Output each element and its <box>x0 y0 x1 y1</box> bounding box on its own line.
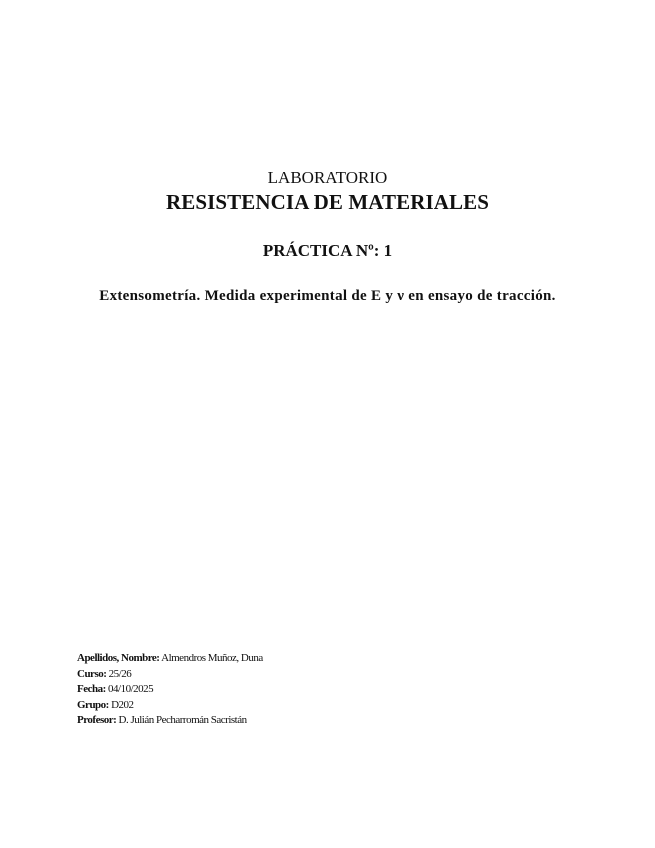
lab-heading: LABORATORIO <box>267 168 388 187</box>
subject-title: RESISTENCIA DE MATERIALES <box>165 190 490 214</box>
practice-number: PRÁCTICA Nº: 1 <box>262 241 393 260</box>
teacher-value: D. Julián Pecharromán Sacristán <box>118 714 247 726</box>
course-label: Curso: <box>77 667 107 680</box>
info-row-teacher <box>77 713 263 729</box>
info-row-course <box>77 667 263 683</box>
info-row-name <box>77 651 263 667</box>
date-label: Fecha: <box>77 683 106 695</box>
course-value: 25/26 <box>108 667 132 680</box>
info-row-date <box>77 682 263 698</box>
student-info-block <box>77 651 263 729</box>
info-row-group <box>77 698 263 714</box>
name-label: Apellidos, Nombre: <box>77 652 160 664</box>
group-value: D202 <box>111 698 134 711</box>
date-value: 04/10/2025 <box>108 683 154 695</box>
teacher-label: Profesor: <box>77 714 117 726</box>
name-value: Almendros Muñoz, Duna <box>161 652 263 664</box>
group-label: Grupo: <box>77 698 109 711</box>
practice-title: Extensometría. Medida experimental de E y ν en ensayo de tracción. <box>99 288 556 304</box>
